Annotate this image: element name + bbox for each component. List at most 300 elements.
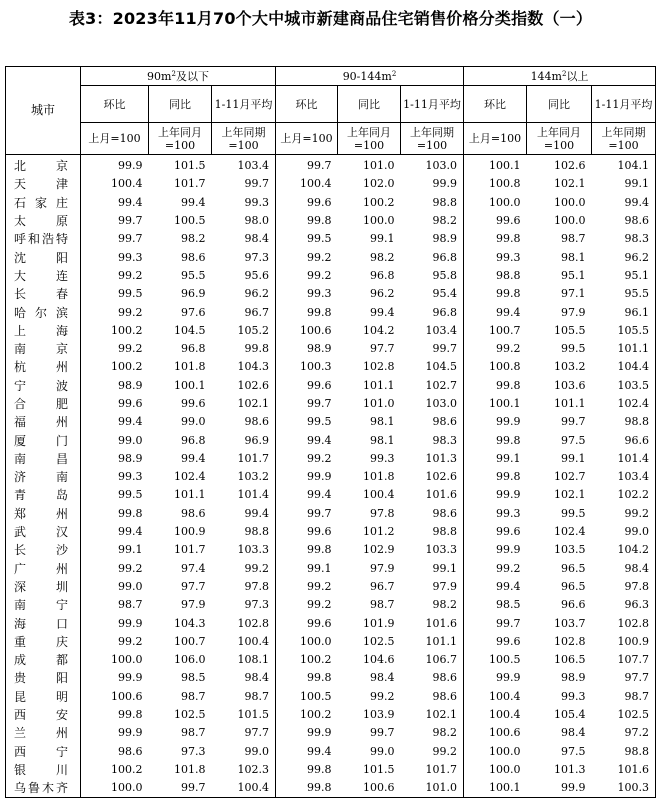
index-value: 99.3 [496, 506, 521, 520]
index-value: 100.6 [489, 726, 521, 740]
table-row [6, 614, 656, 632]
index-value: 96.8 [370, 268, 395, 282]
index-value: 99.5 [118, 287, 143, 301]
index-value: 103.4 [592, 468, 656, 486]
index-value: 104.3 [174, 616, 206, 630]
index-value: 95.1 [592, 267, 656, 285]
index-value: 99.9 [118, 671, 143, 685]
index-value: 100.5 [300, 689, 332, 703]
index-value: 97.5 [561, 744, 586, 758]
index-value: 99.4 [307, 744, 332, 758]
index-value: 99.1 [118, 543, 143, 557]
city-name: 海口 [6, 614, 81, 632]
index-value: 101.8 [174, 360, 206, 374]
table-row [6, 505, 656, 523]
index-value: 101.7 [174, 177, 206, 191]
index-value: 99.8 [276, 779, 338, 798]
index-value: 102.8 [554, 634, 586, 648]
city-name: 长沙 [6, 541, 81, 559]
index-value: 104.1 [592, 155, 656, 176]
city-name: 南京 [6, 340, 81, 358]
index-value: 99.0 [181, 415, 206, 429]
index-value: 101.6 [401, 486, 464, 504]
index-value: 98.9 [561, 671, 586, 685]
index-value: 99.9 [307, 470, 332, 484]
index-value: 101.3 [401, 450, 464, 468]
city-name: 武汉 [6, 523, 81, 541]
index-value: 99.0 [212, 743, 276, 761]
index-value: 101.7 [174, 543, 206, 557]
index-value: 99.9 [118, 616, 143, 630]
city-name: 上海 [6, 322, 81, 340]
index-value: 99.1 [307, 561, 332, 575]
index-value: 98.7 [181, 689, 206, 703]
index-value: 99.8 [212, 340, 276, 358]
index-value: 100.3 [592, 779, 656, 798]
index-value: 99.8 [307, 671, 332, 685]
city-name: 乌鲁木齐 [6, 779, 81, 798]
index-value: 99.8 [118, 506, 143, 520]
table-row [6, 523, 656, 541]
base-header-same-month: 上年同月=100 [527, 123, 592, 155]
city-name: 宁波 [6, 377, 81, 395]
index-value: 99.3 [561, 689, 586, 703]
index-value: 100.8 [489, 360, 521, 374]
sub-header-yoy: 同比 [149, 86, 212, 123]
index-value: 101.6 [401, 614, 464, 632]
index-value: 99.6 [118, 397, 143, 410]
index-value: 96.2 [370, 287, 395, 301]
table-row [6, 267, 656, 285]
index-value: 100.0 [300, 634, 332, 648]
index-value: 97.9 [561, 305, 586, 319]
index-value: 99.2 [118, 634, 143, 648]
index-value: 100.2 [300, 653, 332, 667]
index-value: 99.7 [307, 506, 332, 520]
index-value: 101.8 [174, 762, 206, 776]
index-value: 100.4 [363, 488, 395, 502]
index-value: 98.1 [370, 415, 395, 429]
city-name: 杭州 [6, 358, 81, 376]
index-value: 99.4 [496, 579, 521, 593]
index-value: 99.9 [496, 488, 521, 502]
city-name: 天津 [6, 175, 81, 193]
index-value: 101.9 [363, 616, 395, 630]
index-value: 101.4 [592, 450, 656, 468]
index-value: 99.5 [307, 232, 332, 246]
index-value: 100.1 [174, 378, 206, 392]
city-name: 西宁 [6, 743, 81, 761]
index-value: 102.5 [592, 706, 656, 724]
index-value: 98.2 [181, 232, 206, 246]
index-value: 98.6 [592, 212, 656, 230]
index-value: 96.6 [561, 598, 586, 612]
table-row [6, 688, 656, 706]
index-value: 99.9 [496, 671, 521, 685]
index-value: 100.9 [174, 525, 206, 539]
index-value: 103.0 [401, 155, 464, 176]
table-row [6, 486, 656, 504]
index-value: 99.4 [181, 451, 206, 465]
table-row [6, 358, 656, 376]
index-value: 102.5 [174, 708, 206, 722]
table-row [6, 633, 656, 651]
table-row [6, 175, 656, 193]
base-header-same-month: 上年同月=100 [149, 123, 212, 155]
index-value: 99.6 [307, 378, 332, 392]
index-value: 105.5 [554, 323, 586, 337]
index-value: 99.3 [496, 250, 521, 264]
index-value: 98.9 [307, 342, 332, 356]
index-value: 99.9 [118, 726, 143, 740]
index-value: 96.6 [592, 431, 656, 449]
index-value: 96.9 [181, 287, 206, 301]
index-value: 99.0 [592, 523, 656, 541]
sub-header-yoy: 同比 [338, 86, 401, 123]
index-value: 95.5 [181, 268, 206, 282]
index-value: 99.6 [307, 525, 332, 539]
index-value: 99.7 [212, 175, 276, 193]
index-value: 97.3 [212, 596, 276, 614]
index-value: 98.4 [592, 560, 656, 578]
index-value: 95.6 [212, 267, 276, 285]
table-title: 表3：2023年11月70个大中城市新建商品住宅销售价格分类指数（一） [68, 9, 593, 28]
city-name: 南宁 [6, 596, 81, 614]
index-value: 100.8 [489, 177, 521, 191]
index-value: 98.9 [118, 451, 143, 465]
index-value: 102.7 [401, 377, 464, 395]
index-value: 99.7 [307, 397, 332, 410]
index-value: 98.7 [561, 232, 586, 246]
index-value: 100.2 [111, 360, 143, 374]
index-value: 99.0 [118, 579, 143, 593]
index-value: 96.5 [561, 561, 586, 575]
index-value: 99.2 [307, 451, 332, 465]
city-name: 青岛 [6, 486, 81, 504]
index-value: 97.8 [592, 578, 656, 596]
index-value: 98.8 [592, 743, 656, 761]
base-header-last-month: 上月=100 [464, 123, 527, 155]
index-value: 98.6 [401, 688, 464, 706]
index-value: 99.9 [401, 175, 464, 193]
table-row [6, 248, 656, 266]
index-value: 100.0 [81, 779, 149, 798]
index-value: 100.4 [111, 177, 143, 191]
base-header-same-period: 上年同期=100 [401, 123, 464, 155]
index-value: 98.2 [401, 596, 464, 614]
index-value: 99.4 [118, 525, 143, 539]
index-value: 103.2 [554, 360, 586, 374]
index-value: 98.7 [212, 688, 276, 706]
index-value: 98.1 [370, 433, 395, 447]
table-row [6, 413, 656, 431]
index-value: 98.7 [592, 688, 656, 706]
city-name: 福州 [6, 413, 81, 431]
index-value: 103.9 [363, 708, 395, 722]
city-name: 深圳 [6, 578, 81, 596]
index-value: 99.9 [527, 779, 592, 798]
index-value: 99.6 [307, 616, 332, 630]
base-header-last-month: 上月=100 [81, 123, 149, 155]
city-name: 贵阳 [6, 669, 81, 687]
table-row [6, 724, 656, 742]
index-value: 99.2 [401, 743, 464, 761]
index-value: 101.4 [212, 486, 276, 504]
table-row [6, 303, 656, 321]
index-value: 98.7 [118, 598, 143, 612]
index-value: 99.7 [401, 340, 464, 358]
index-value: 99.1 [401, 560, 464, 578]
index-value: 99.3 [370, 451, 395, 465]
index-value: 97.2 [592, 724, 656, 742]
index-value: 97.1 [561, 287, 586, 301]
index-value: 98.4 [212, 230, 276, 248]
index-value: 99.4 [370, 305, 395, 319]
index-value: 98.6 [181, 506, 206, 520]
index-value: 98.9 [118, 378, 143, 392]
index-value: 102.1 [401, 706, 464, 724]
base-header-same-period: 上年同期=100 [592, 123, 656, 155]
index-value: 97.6 [181, 305, 206, 319]
index-value: 98.2 [401, 724, 464, 742]
index-value: 99.6 [496, 214, 521, 228]
index-value: 99.2 [496, 342, 521, 356]
table-row [6, 651, 656, 669]
index-value: 104.3 [212, 358, 276, 376]
index-value: 96.2 [212, 285, 276, 303]
index-value: 99.0 [370, 744, 395, 758]
city-name: 北京 [6, 155, 81, 176]
index-value: 108.1 [212, 651, 276, 669]
index-value: 101.8 [363, 470, 395, 484]
index-value: 98.1 [561, 250, 586, 264]
group-header-large: $144m^2$以上 [464, 67, 656, 86]
table-row [6, 669, 656, 687]
index-value: 99.1 [370, 232, 395, 246]
index-value: 97.8 [212, 578, 276, 596]
index-value: 98.8 [496, 268, 521, 282]
index-value: 101.3 [554, 762, 586, 776]
index-value: 102.5 [363, 634, 395, 648]
index-value: 104.4 [592, 358, 656, 376]
index-value: 97.9 [370, 561, 395, 575]
city-name: 广州 [6, 560, 81, 578]
index-value: 100.0 [554, 214, 586, 228]
index-value: 98.6 [401, 413, 464, 431]
index-value: 99.8 [496, 287, 521, 301]
index-value: 99.2 [307, 268, 332, 282]
index-value: 96.8 [401, 248, 464, 266]
index-value: 99.4 [118, 195, 143, 209]
index-value: 98.6 [181, 250, 206, 264]
index-value: 99.8 [307, 762, 332, 776]
city-name: 大连 [6, 267, 81, 285]
index-value: 100.5 [174, 214, 206, 228]
index-value: 99.4 [307, 433, 332, 447]
index-value: 103.4 [212, 155, 276, 176]
index-value: 96.7 [212, 303, 276, 321]
table-row [6, 194, 656, 212]
city-name: 重庆 [6, 633, 81, 651]
index-value: 99.2 [307, 250, 332, 264]
base-header-same-period: 上年同期=100 [212, 123, 276, 155]
index-value: 100.0 [489, 762, 521, 776]
index-value: 99.2 [212, 560, 276, 578]
index-value: 102.9 [363, 543, 395, 557]
index-value: 99.7 [496, 616, 521, 630]
index-value: 95.4 [401, 285, 464, 303]
index-value: 100.2 [111, 323, 143, 337]
index-value: 98.3 [592, 230, 656, 248]
base-header-same-month: 上年同月=100 [338, 123, 401, 155]
index-value: 99.2 [307, 598, 332, 612]
index-value: 99.2 [307, 579, 332, 593]
index-value: 102.8 [363, 360, 395, 374]
index-value: 100.7 [174, 634, 206, 648]
index-value: 99.5 [307, 415, 332, 429]
index-value: 99.8 [496, 433, 521, 447]
index-value: 105.2 [212, 322, 276, 340]
index-value: 107.7 [592, 651, 656, 669]
index-value: 98.6 [212, 413, 276, 431]
city-name: 呼和浩特 [6, 230, 81, 248]
table-row [6, 743, 656, 761]
index-value: 99.2 [118, 305, 143, 319]
table-row [6, 212, 656, 230]
index-value: 99.3 [118, 250, 143, 264]
index-value: 99.2 [592, 505, 656, 523]
index-value: 99.5 [561, 342, 586, 356]
index-value: 98.2 [370, 250, 395, 264]
index-value: 98.4 [212, 669, 276, 687]
index-value: 100.3 [300, 360, 332, 374]
index-value: 100.2 [300, 708, 332, 722]
index-value: 99.2 [370, 689, 395, 703]
index-value: 99.8 [496, 470, 521, 484]
index-value: 106.7 [401, 651, 464, 669]
index-value: 100.6 [300, 323, 332, 337]
index-value: 96.9 [212, 431, 276, 449]
index-value: 98.6 [118, 744, 143, 758]
table-row [6, 468, 656, 486]
table-row [6, 761, 656, 779]
city-name: 银川 [6, 761, 81, 779]
index-value: 99.9 [118, 159, 143, 173]
index-value: 99.2 [118, 342, 143, 356]
index-value: 100.4 [212, 633, 276, 651]
table-row [6, 322, 656, 340]
index-value: 100.0 [111, 653, 143, 667]
table-row [6, 560, 656, 578]
index-value: 103.7 [554, 616, 586, 630]
index-value: 99.2 [118, 561, 143, 575]
index-value: 99.4 [212, 505, 276, 523]
index-value: 98.5 [496, 598, 521, 612]
index-value: 101.5 [174, 159, 206, 173]
index-value: 99.4 [307, 488, 332, 502]
index-value: 98.6 [401, 505, 464, 523]
index-value: 99.1 [592, 175, 656, 193]
index-value: 95.8 [401, 267, 464, 285]
index-value: 100.6 [111, 689, 143, 703]
index-value: 100.2 [363, 195, 395, 209]
city-column-header: 城市 [6, 67, 81, 155]
index-value: 102.6 [401, 468, 464, 486]
index-value: 99.8 [496, 378, 521, 392]
index-value: 97.4 [181, 561, 206, 575]
index-value: 98.7 [181, 726, 206, 740]
index-value: 101.1 [554, 397, 586, 410]
index-value: 99.2 [496, 561, 521, 575]
index-value: 101.5 [363, 762, 395, 776]
index-value: 97.5 [561, 433, 586, 447]
index-value: 100.5 [489, 653, 521, 667]
index-value: 96.8 [181, 342, 206, 356]
index-value: 104.2 [592, 541, 656, 559]
index-value: 100.1 [464, 779, 527, 798]
city-name: 昆明 [6, 688, 81, 706]
table-row [6, 596, 656, 614]
table-row [6, 155, 656, 176]
index-value: 103.6 [554, 378, 586, 392]
index-value: 98.9 [401, 230, 464, 248]
table-row [6, 230, 656, 248]
index-value: 100.0 [489, 195, 521, 209]
index-value: 99.3 [307, 287, 332, 301]
index-value: 102.8 [212, 614, 276, 632]
index-value: 99.4 [181, 195, 206, 209]
index-value: 96.1 [592, 303, 656, 321]
index-value: 99.7 [118, 214, 143, 228]
city-name: 太原 [6, 212, 81, 230]
index-value: 104.5 [174, 323, 206, 337]
index-value: 101.2 [363, 525, 395, 539]
sub-header-yoy: 同比 [527, 86, 592, 123]
index-value: 96.5 [561, 579, 586, 593]
index-value: 102.1 [212, 395, 276, 413]
index-value: 104.2 [363, 323, 395, 337]
index-value: 100.4 [489, 689, 521, 703]
index-value: 96.7 [370, 579, 395, 593]
index-value: 101.1 [174, 488, 206, 502]
index-value: 98.2 [401, 212, 464, 230]
city-name: 沈阳 [6, 248, 81, 266]
index-value: 99.7 [307, 159, 332, 173]
index-value: 100.6 [338, 779, 401, 798]
index-value: 99.4 [592, 194, 656, 212]
index-value: 100.0 [363, 214, 395, 228]
index-value: 99.8 [307, 214, 332, 228]
index-value: 99.6 [181, 397, 206, 410]
sub-header-mom: 环比 [276, 86, 338, 123]
index-value: 96.8 [181, 433, 206, 447]
index-value: 100.2 [111, 762, 143, 776]
index-value: 102.7 [554, 470, 586, 484]
city-name: 长春 [6, 285, 81, 303]
index-value: 98.8 [212, 523, 276, 541]
index-value: 97.7 [212, 724, 276, 742]
table-row [6, 706, 656, 724]
index-value: 99.3 [118, 470, 143, 484]
index-value: 104.5 [401, 358, 464, 376]
index-value: 101.0 [401, 779, 464, 798]
index-value: 101.7 [212, 450, 276, 468]
index-value: 97.7 [592, 669, 656, 687]
index-value: 100.4 [212, 779, 276, 798]
index-value: 99.8 [496, 232, 521, 246]
index-value: 106.5 [554, 653, 586, 667]
index-value: 103.3 [212, 541, 276, 559]
